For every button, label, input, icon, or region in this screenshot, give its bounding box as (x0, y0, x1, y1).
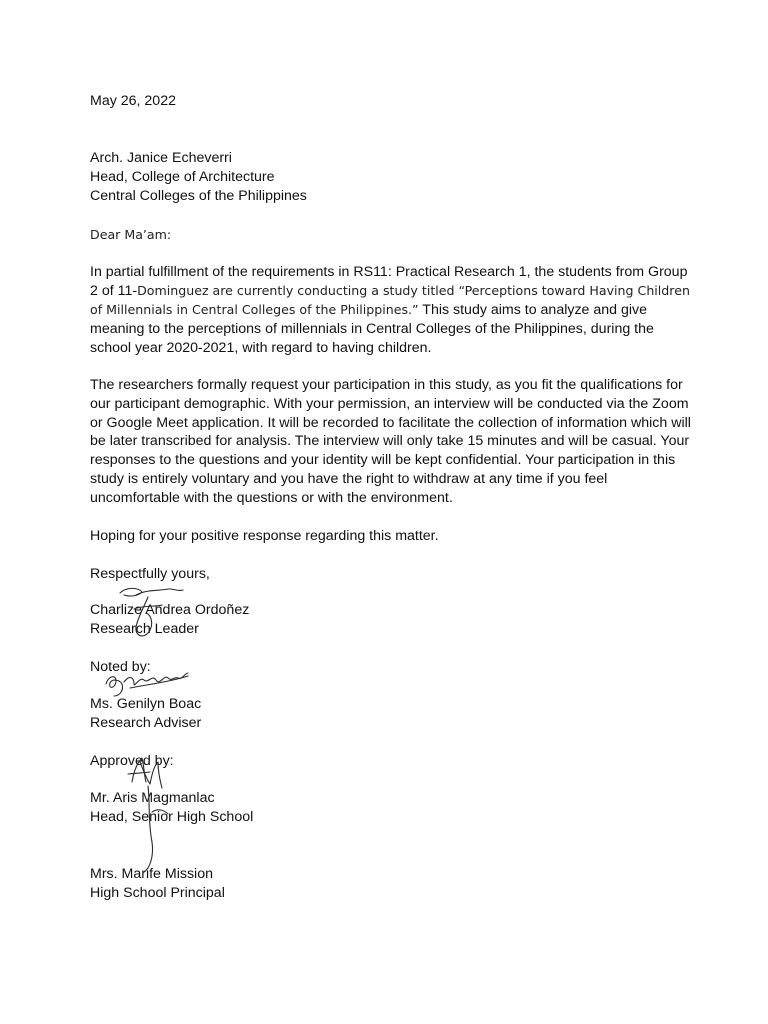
paragraph1-line2 (90, 282, 690, 301)
paragraph2-line3: or Google Meet application. It will be recorded to facilitate the collection of information which will (90, 415, 691, 431)
paragraph2-line6: study is entirely voluntary and you have the right to withdraw at any time if you feel (90, 471, 608, 487)
salutation: Dear Ma’am: (90, 227, 172, 242)
noted-label: Noted by: (90, 659, 151, 675)
closing: Respectfully yours, (90, 566, 210, 582)
paragraph1-line4: meaning to the perceptions of millennials in Central Colleges of the Philippines, during the (90, 321, 654, 337)
paragraph1-line2-end: Dominguez are currently conducting a study titled “Perceptions toward Having Children (137, 283, 690, 298)
paragraph2-line2: our participant demographic. With your permission, an interview will be conducted via the Zoom (90, 396, 689, 412)
leader-signature (108, 583, 188, 643)
paragraph2-line7: uncomfortable with the questions or with the environment. (90, 490, 453, 506)
approved-label: Approved by: (90, 753, 174, 769)
head-title: Head, Senior High School (90, 809, 254, 825)
paragraph1-line3-start: of Millennials in Central Colleges of the Philippines.” (90, 302, 419, 317)
principal-name: Mrs. Marife Mission (90, 866, 213, 882)
paragraph1-line3 (90, 301, 647, 320)
paragraph1-line1: In partial fulfillment of the requirements in RS11: Practical Research 1, the students from Group (90, 264, 688, 280)
paragraph1-line3-end: This study aims to analyze and give (418, 302, 648, 318)
recipient-institution: Central Colleges of the Philippines (90, 188, 307, 204)
principal-title: High School Principal (90, 885, 225, 901)
leader-name: Charlize Andrea Ordoñez (90, 602, 250, 618)
paragraph3: Hoping for your positive response regarding this matter. (90, 528, 439, 544)
adviser-title: Research Adviser (90, 715, 202, 731)
head-name: Mr. Aris Magmanlac (90, 790, 215, 806)
paragraph2-line4: be later transcribed for analysis. The interview will only take 15 minutes and will be casual. Your (90, 433, 690, 449)
recipient-name: Arch. Janice Echeverri (90, 150, 232, 166)
adviser-name: Ms. Genilyn Boac (90, 696, 202, 712)
adviser-signature (100, 664, 192, 698)
paragraph2-line1: The researchers formally request your participation in this study, as you fit the qualifications for (90, 377, 683, 393)
paragraph1-line2-start: 2 of 11- (90, 283, 138, 299)
recipient-position: Head, College of Architecture (90, 169, 275, 185)
letter-date: May 26, 2022 (90, 93, 176, 109)
leader-title: Research Leader (90, 621, 199, 637)
paragraph1-line5: school year 2020-2021, with regard to having children. (90, 340, 432, 356)
approver-signature (118, 752, 180, 878)
paragraph2-line5: responses to the questions and your identity will be kept confidential. Your participation in this (90, 452, 676, 468)
